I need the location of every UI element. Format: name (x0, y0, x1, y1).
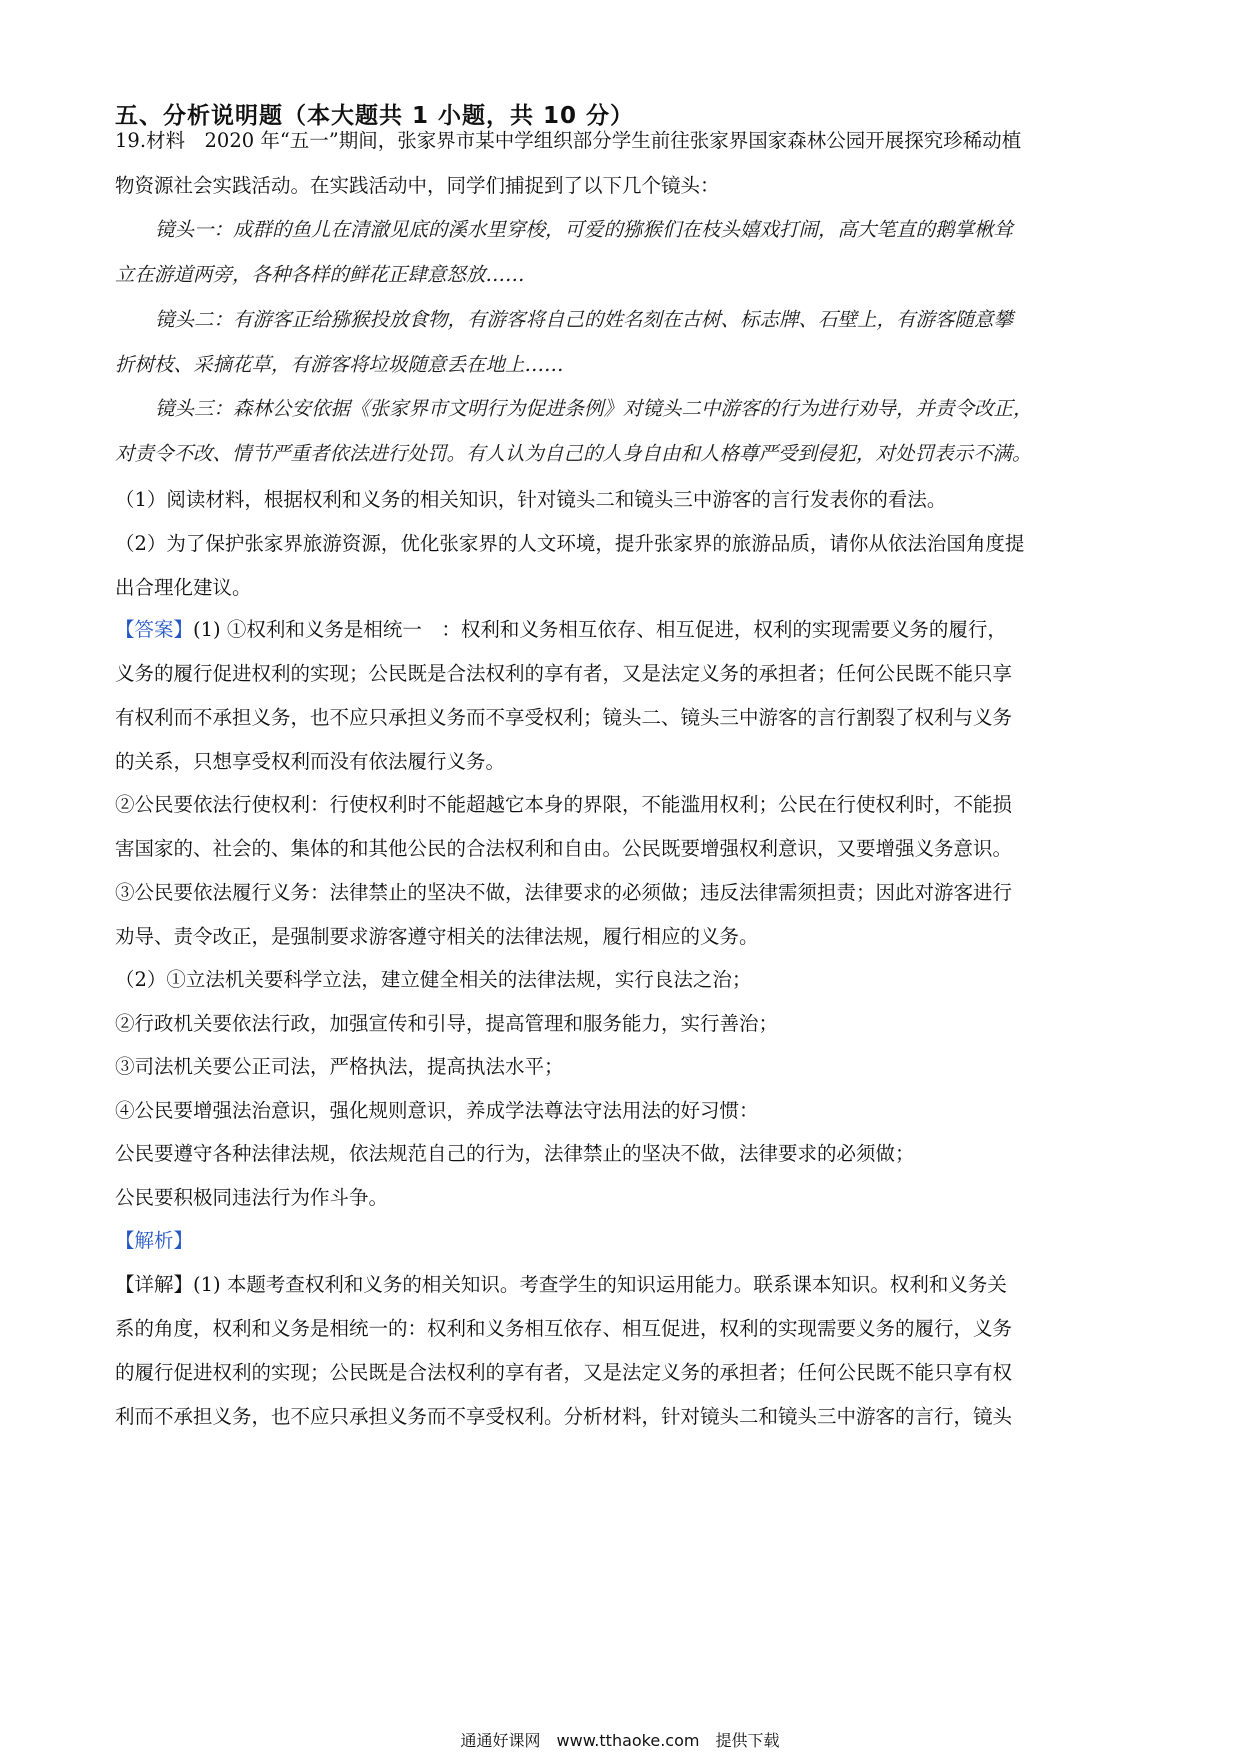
analysis-tag: 【解析】 (115, 1229, 194, 1252)
detail-text: (1) 本题考查权利和义务的相关知识。考查学生的知识运用能力。联系课本知识。权利和义务关 (193, 1273, 1007, 1296)
shot-three-line: 对责令不改、情节严重者依法进行处罚。有人认为自己的人身自由和人格尊严受到侵犯，对处罚表示不满。 (115, 442, 1032, 465)
sub-question-1: （1）阅读材料，根据权利和义务的相关知识，针对镜头二和镜头三中游客的言行发表你的看法。 (115, 488, 947, 511)
shot-three-line: 镜头三：森林公安依据《张家界市文明行为促进条例》对镜头二中游客的行为进行劝导，并责令改正， (155, 397, 1033, 420)
answer-line: 公民要积极同违法行为作斗争。 (115, 1186, 389, 1209)
answer-text: (1) ①权利和义务是相统一 ：权利和义务相互依存、相互促进，权利的实现需要义务的履行， (193, 618, 1007, 641)
detail-line (115, 1269, 1130, 1297)
answer-line: 劝导、责令改正，是强制要求游客遵守相关的法律法规，履行相应的义务。 (115, 925, 759, 948)
answer-line: 的关系，只想享受权利而没有依法履行义务。 (115, 750, 506, 773)
answer-line: ③司法机关要公正司法，严格执法，提高执法水平； (115, 1055, 564, 1078)
question-line: 19.材料 2020 年“五一”期间，张家界市某中学组织部分学生前往张家界国家森林公园开展探究珍稀动植 (115, 129, 1022, 152)
section-heading: 五、分析说明题（本大题共 1 小题，共 10 分） (115, 103, 635, 129)
shot-one-line: 立在游道两旁，各种各样的鲜花正肆意怒放…… (115, 263, 525, 286)
answer-line: （2）①立法机关要科学立法，建立健全相关的法律法规，实行良法之治； (115, 968, 752, 991)
answer-line: ②公民要依法行使权利：行使权利时不能超越它本身的界限，不能滥用权利；公民在行使权利时，不能损 (115, 793, 1013, 816)
shot-two-line: 镜头二：有游客正给猕猴投放食物，有游客将自己的姓名刻在古树、标志牌、石壁上，有游客随意攀 (155, 308, 1014, 331)
answer-line: ④公民要增强法治意识，强化规则意识，养成学法尊法守法用法的好习惯： (115, 1099, 759, 1122)
detail-tag: 【详解】 (115, 1273, 194, 1296)
question-line: 物资源社会实践活动。在实践活动中，同学们捕捉到了以下几个镜头： (115, 174, 720, 197)
detail-line: 系的角度，权利和义务是相统一的：权利和义务相互依存、相互促进，权利的实现需要义务的履行，义务 (115, 1317, 1013, 1340)
answer-tag: 【答案】 (115, 618, 194, 641)
answer-line: 害国家的、社会的、集体的和其他公民的合法权利和自由。公民既要增强权利意识，又要增强义务意识。 (115, 837, 1013, 860)
sub-question-2: （2）为了保护张家界旅游资源，优化张家界的人文环境，提升张家界的旅游品质，请你从依法治国角度提 (115, 532, 1025, 555)
answer-line (115, 614, 1130, 642)
answer-line: 公民要遵守各种法律法规，依法规范自己的行为，法律禁止的坚决不做，法律要求的必须做； (115, 1142, 915, 1165)
detail-line: 的履行促进权利的实现；公民既是合法权利的享有者，又是法定义务的承担者；任何公民既不能只享有权 (115, 1361, 1013, 1384)
detail-line: 利而不承担义务，也不应只承担义务而不享受权利。分析材料，针对镜头二和镜头三中游客的言行，镜头 (115, 1405, 1013, 1428)
shot-two-line: 折树枝、采摘花草，有游客将垃圾随意丢在地上…… (115, 353, 564, 376)
page-footer: 通通好课网 www.tthaoke.com 提供下载 (460, 1731, 780, 1750)
answer-line: 义务的履行促进权利的实现；公民既是合法权利的享有者，又是法定义务的承担者；任何公民既不能只享 (115, 662, 1013, 685)
answer-line: ②行政机关要依法行政，加强宣传和引导，提高管理和服务能力，实行善治； (115, 1012, 779, 1035)
answer-line: ③公民要依法履行义务：法律禁止的坚决不做，法律要求的必须做；违反法律需须担责；因此对游客进行 (115, 881, 1013, 904)
answer-line: 有权利而不承担义务，也不应只承担义务而不享受权利；镜头二、镜头三中游客的言行割裂了权利与义务 (115, 706, 1013, 729)
sub-question-2: 出合理化建议。 (115, 576, 252, 599)
shot-one-line: 镜头一：成群的鱼儿在清澈见底的溪水里穿梭，可爱的猕猴们在枝头嬉戏打闹，高大笔直的鹅掌楸耸 (155, 218, 1014, 241)
